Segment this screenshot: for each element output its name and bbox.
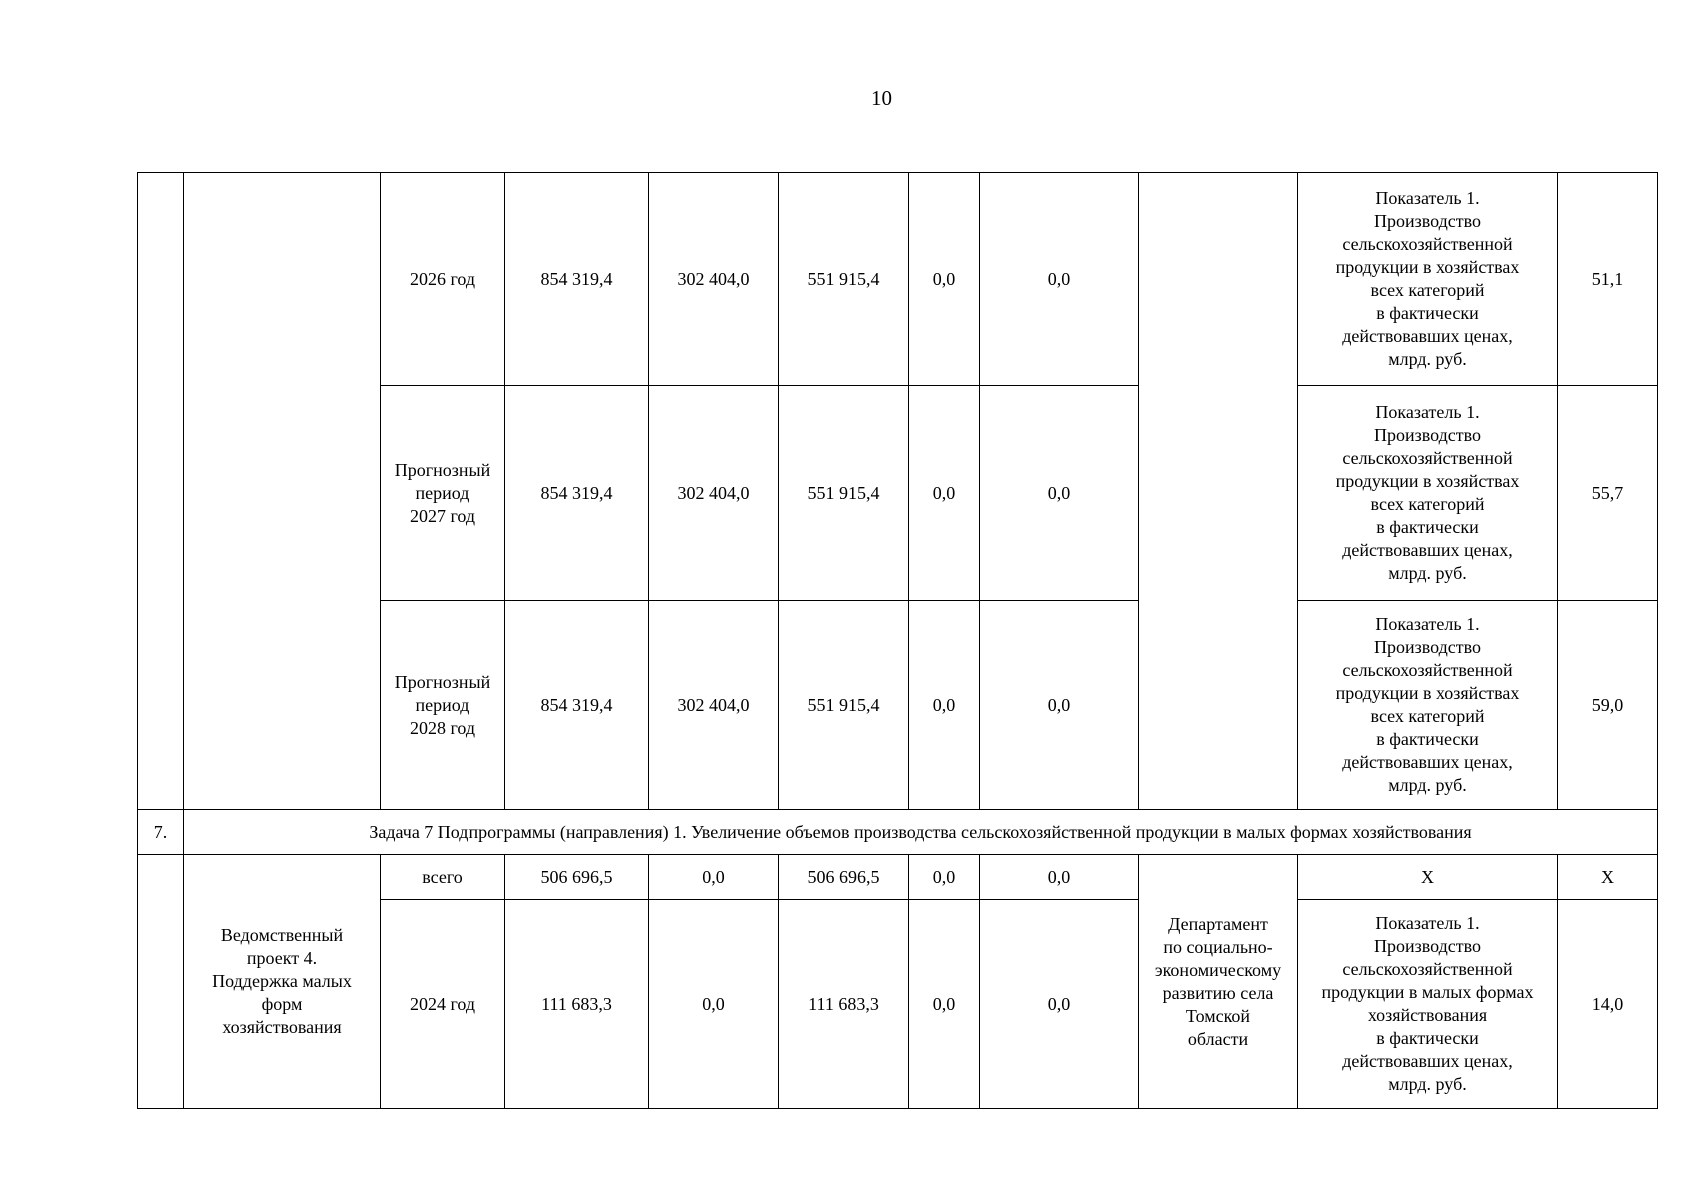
local-budget-cell: 0,0 xyxy=(909,900,980,1109)
local-budget-cell: 0,0 xyxy=(909,173,980,386)
federal-budget-cell: 0,0 xyxy=(649,900,779,1109)
task-row xyxy=(138,810,1658,855)
executor-cell: Департамент по социально- экономическому развитию села Томской области xyxy=(1139,855,1298,1109)
federal-budget-cell: 302 404,0 xyxy=(649,601,779,810)
table-row xyxy=(138,855,1658,900)
task-title: Задача 7 Подпрограммы (направления) 1. Увеличение объемов производства сельскохозяйственной продукции в малых формах хозяйствования xyxy=(184,810,1658,855)
row-number-cell xyxy=(138,173,184,810)
total-cell: 506 696,5 xyxy=(505,855,649,900)
local-budget-cell: 0,0 xyxy=(909,601,980,810)
regional-budget-cell: 551 915,4 xyxy=(779,386,909,601)
total-cell: 854 319,4 xyxy=(505,386,649,601)
indicator-cell: Показатель 1. Производство сельскохозяйственной продукции в малых формах хозяйствования в фактически действовавших ценах, млрд. руб. xyxy=(1298,900,1558,1109)
period-cell: Прогнозный период 2028 год xyxy=(381,601,505,810)
table-row xyxy=(138,173,1658,386)
measure-name-cell xyxy=(184,173,381,810)
extrabudget-cell: 0,0 xyxy=(980,601,1139,810)
project-name-cell: Ведомственный проект 4. Поддержка малых форм хозяйствования xyxy=(184,855,381,1109)
total-cell: 111 683,3 xyxy=(505,900,649,1109)
indicator-value-cell: 14,0 xyxy=(1558,900,1658,1109)
indicator-cell: Показатель 1. Производство сельскохозяйственной продукции в хозяйствах всех категорий в фактически действовавших ценах, млрд. руб. xyxy=(1298,601,1558,810)
regional-budget-cell: 551 915,4 xyxy=(779,173,909,386)
indicator-value-cell: X xyxy=(1558,855,1658,900)
page-number: 10 xyxy=(871,86,892,110)
task-number: 7. xyxy=(138,810,184,855)
extrabudget-cell: 0,0 xyxy=(980,173,1139,386)
indicator-value-cell: 55,7 xyxy=(1558,386,1658,601)
total-cell: 854 319,4 xyxy=(505,173,649,386)
row-number-cell xyxy=(138,855,184,1109)
total-cell: 854 319,4 xyxy=(505,601,649,810)
period-cell: 2026 год xyxy=(381,173,505,386)
indicator-value-cell: 51,1 xyxy=(1558,173,1658,386)
federal-budget-cell: 302 404,0 xyxy=(649,386,779,601)
extrabudget-cell: 0,0 xyxy=(980,855,1139,900)
indicator-cell: Показатель 1. Производство сельскохозяйственной продукции в хозяйствах всех категорий в фактически действовавших ценах, млрд. руб. xyxy=(1298,386,1558,601)
regional-budget-cell: 111 683,3 xyxy=(779,900,909,1109)
executor-cell xyxy=(1139,173,1298,810)
indicator-cell: Показатель 1. Производство сельскохозяйственной продукции в хозяйствах всех категорий в фактически действовавших ценах, млрд. руб. xyxy=(1298,173,1558,386)
period-cell: 2024 год xyxy=(381,900,505,1109)
extrabudget-cell: 0,0 xyxy=(980,900,1139,1109)
extrabudget-cell: 0,0 xyxy=(980,386,1139,601)
indicator-cell: X xyxy=(1298,855,1558,900)
period-cell: Прогнозный период 2027 год xyxy=(381,386,505,601)
period-cell: всего xyxy=(381,855,505,900)
local-budget-cell: 0,0 xyxy=(909,386,980,601)
federal-budget-cell: 0,0 xyxy=(649,855,779,900)
federal-budget-cell: 302 404,0 xyxy=(649,173,779,386)
program-table xyxy=(137,172,1658,1109)
regional-budget-cell: 506 696,5 xyxy=(779,855,909,900)
indicator-value-cell: 59,0 xyxy=(1558,601,1658,810)
regional-budget-cell: 551 915,4 xyxy=(779,601,909,810)
local-budget-cell: 0,0 xyxy=(909,855,980,900)
